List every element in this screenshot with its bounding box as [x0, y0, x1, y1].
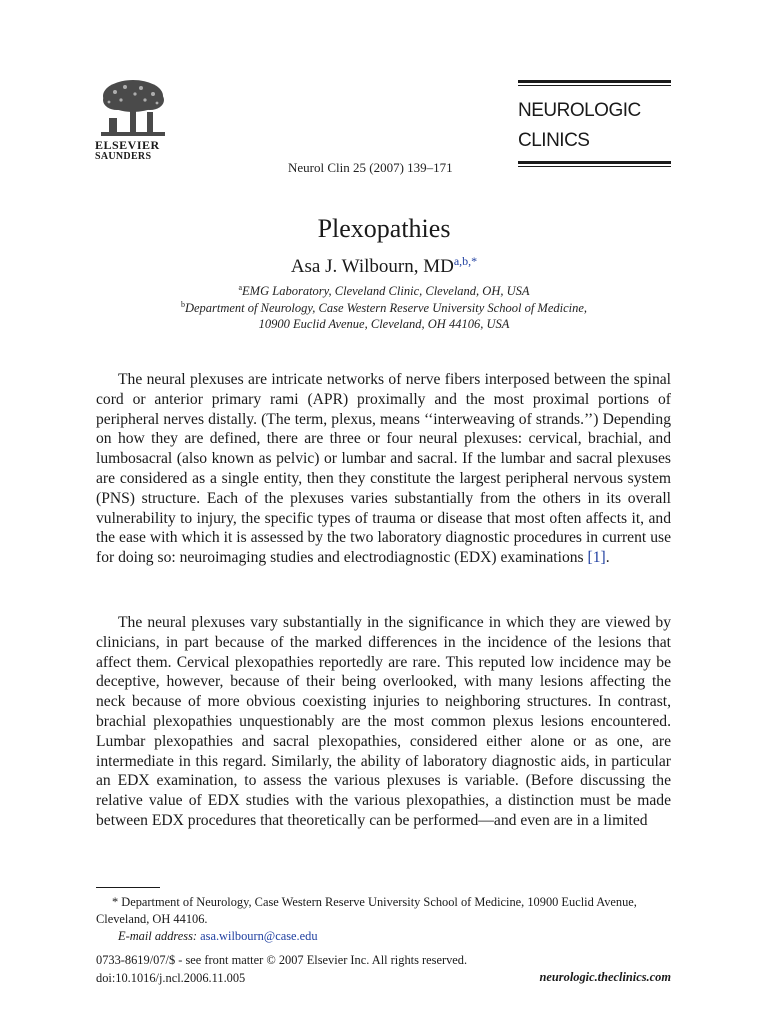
- affiliation-text: Department of Neurology, Case Western Reserve University School of Medicine,: [184, 301, 588, 316]
- journal-title-line1: NEUROLOGIC: [518, 100, 641, 121]
- masthead-rule: [518, 85, 671, 86]
- footnote-email: [118, 928, 693, 945]
- publisher-imprint: SAUNDERS: [95, 151, 152, 162]
- affiliation-mark: b: [180, 300, 185, 309]
- body-paragraph: [96, 370, 671, 568]
- footnote-rule: [96, 887, 160, 888]
- affiliation-text: EMG Laboratory, Cleveland Clinic, Cleveland, OH, USA: [242, 284, 530, 299]
- issn-copyright: 0733-8619/07/$ - see front matter © 2007 Elsevier Inc. All rights reserved.: [96, 953, 468, 967]
- publisher-name: ELSEVIER: [95, 138, 160, 152]
- publisher-logo: [95, 78, 170, 162]
- paragraph-end: .: [605, 549, 610, 567]
- masthead-rule: [518, 166, 671, 167]
- affiliation: [0, 300, 768, 316]
- author-affiliation-marks[interactable]: a,b,*: [453, 254, 478, 268]
- article-author: [0, 254, 768, 278]
- journal-citation: Neurol Clin 25 (2007) 139–171: [288, 160, 453, 175]
- affiliation-mark: a: [238, 283, 243, 292]
- affiliation: [0, 283, 768, 299]
- elsevier-tree-icon: [95, 78, 170, 138]
- author-name: Asa J. Wilbourn, MD: [290, 256, 454, 277]
- masthead-rule: [518, 80, 671, 83]
- masthead-rule: [518, 161, 671, 164]
- body-paragraph: [96, 613, 671, 831]
- journal-masthead: [518, 80, 671, 167]
- journal-title-line2: CLINICS: [518, 130, 590, 151]
- affiliation: [0, 317, 768, 332]
- reference-link[interactable]: [1]: [587, 549, 606, 567]
- email-link[interactable]: asa.wilbourn@case.edu: [200, 929, 318, 943]
- paragraph-text: The neural plexuses are intricate networks of nerve fibers interposed between the spinal cord or anterior primary rami (APR) proximally and the most proximal portions of peripheral nerves distally. (The term, plexus, means ‘‘interweaving of strands.’’) Depending on how they are defined, there are three or four neural plexuses: cervical, brachial, and lumbosacral (also known as pelvic) or lumbar and sacral. If the lumbar and sacral plexuses are considered as a single entity, then they constitute the largest peripheral nervous system (PNS) structure. Each of the plexuses varies substantially from the others in its overall vulnerability to injury, the specific types of trauma or disease that most often affects it, and the ease with which it is assessed by the two laboratory diagnostic procedures in current use for doing so: neuroimaging studies and electrodiagnostic (EDX) examinations: [96, 371, 671, 567]
- journal-website-link[interactable]: neurologic.theclinics.com: [539, 970, 671, 984]
- affiliation-text: 10900 Euclid Avenue, Cleveland, OH 44106, USA: [258, 317, 510, 331]
- paragraph-text: The neural plexuses vary substantially in the significance in which they are viewed by clinicians, in part because of the marked differences in the incidence of the lesions that affect them. Cervical plexopathies reportedly are rare. This reputed low incidence may be deceptive, however, because of their being overlooked, with many lesions affecting the neck because of more obvious coexisting injuries to neighboring structures. In contrast, brachial plexopathies unquestionably are the most common plexus lesions encountered. Lumbar plexopathies and sacral plexopathies, considered either alone or as one, are intermediate in this regard. Similarly, the ability of laboratory diagnostic aids, in particular an EDX examination, to assess the various plexuses is variable. (Before discussing the relative value of EDX studies with the various plexopathies, a distinction must be made between EDX procedures that theoretically can be performed—and even are in a limited: [96, 614, 671, 829]
- doi[interactable]: doi:10.1016/j.ncl.2006.11.005: [96, 971, 246, 985]
- email-label: E-mail address:: [118, 929, 201, 943]
- corresponding-author-footnote: * Department of Neurology, Case Western Reserve University School of Medicine, 10900 Euclid Avenue, Cleveland, OH 44106.: [96, 895, 637, 926]
- article-title: Plexopathies: [317, 214, 451, 243]
